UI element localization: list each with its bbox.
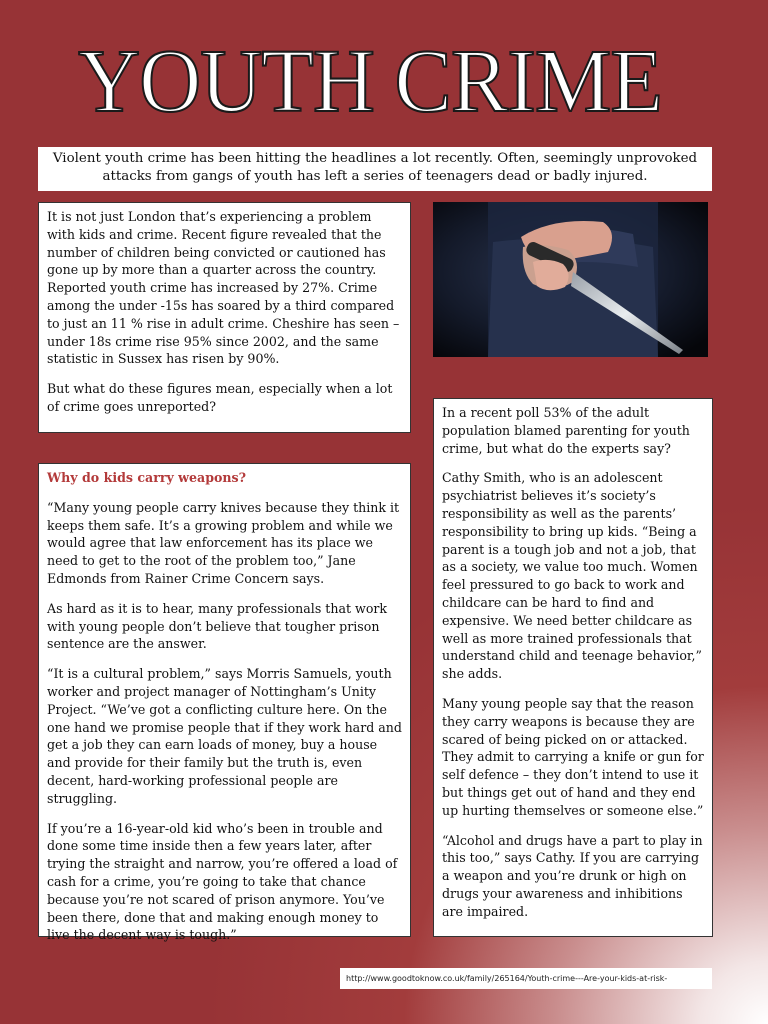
article-box-experts xyxy=(433,398,713,937)
paragraph: “It is a cultural problem,” says Morris Samuels, youth worker and project manager of Nottingham’s Unity Project. “We’ve got a conflicting culture here. On the one hand we promise people that if they work hard and get a job they can earn loads of money, buy a house and provide for their family but the truth is, even decent, hard-working professional people are struggling. xyxy=(47,666,402,806)
article-box-statistics xyxy=(38,202,411,433)
article-box-weapons xyxy=(38,463,411,943)
section-heading: Why do kids carry weapons? xyxy=(47,470,247,485)
source-url[interactable]: http://www.goodtoknow.co.uk/family/265164/Youth-crime---Are-your-kids-at-risk- xyxy=(340,968,712,989)
paragraph: “Many young people carry knives because they think it keeps them safe. It’s a growing problem and while we would agree that law enforcement has its place we need to get to the root of the problem too,” Jane Edmonds from Rainer Crime Concern says. xyxy=(47,499,400,586)
paragraph: But what do these figures mean, especially when a lot of crime goes unreported? xyxy=(47,381,393,414)
paragraph: It is not just London that’s experiencing a problem with kids and crime. Recent figure revealed that the number of children being convicted or cautioned has gone up by more than a quarter across the country. Reported youth crime has increased by 27%. Crime among the under -15s has soared by a third compared to just an 11 % rise in adult crime. Cheshire has seen –under 18s crime rise 95% since 2002, and the same statistic in Sussex has risen by 90%. xyxy=(47,209,400,367)
paragraph: Cathy Smith, who is an adolescent psychiatrist believes it’s society’s responsibility as well as the parents’ responsibility to bring up kids. “Being a parent is a tough job and not a job, that as a society, we value too much. Women feel pressured to go back to work and childcare can be hard to find and expensive. We need better childcare as well as more trained professionals that understand child and teenage behavior,” she adds. xyxy=(442,470,702,682)
intro-banner: Violent youth crime has been hitting the headlines a lot recently. Often, seemingly unprovoked attacks from gangs of youth has left a series of teenagers dead or badly injured. xyxy=(38,147,712,191)
hand-holding-knife-icon xyxy=(433,202,708,357)
knife-photo xyxy=(433,202,708,357)
page-title: YOUTH CRIME xyxy=(78,30,662,131)
paragraph: “Alcohol and drugs have a part to play in this too,” says Cathy. If you are carrying a weapon and you’re drunk or high on drugs your awareness and inhibitions are impaired. xyxy=(442,832,703,919)
paragraph: If you’re a 16-year-old kid who’s been in trouble and done some time inside then a few years later, after trying the straight and narrow, you’re offered a load of cash for a crime, you’re going to take that chance because you’re not scared of prison anymore. You’ve been there, done that and making enough money to live the decent way is tough.” xyxy=(47,820,398,943)
paragraph: In a recent poll 53% of the adult population blamed parenting for youth crime, but what do the experts say? xyxy=(442,405,690,456)
paragraph: Many young people say that the reason they carry weapons is because they are scared of being picked on or attacked. They admit to carrying a knife or gun for self defence – they don’t intend to use it but things get out of hand and they end up hurting themselves or someone else.” xyxy=(442,695,704,818)
paragraph: As hard as it is to hear, many professionals that work with young people don’t believe that tougher prison sentence are the answer. xyxy=(47,600,388,652)
